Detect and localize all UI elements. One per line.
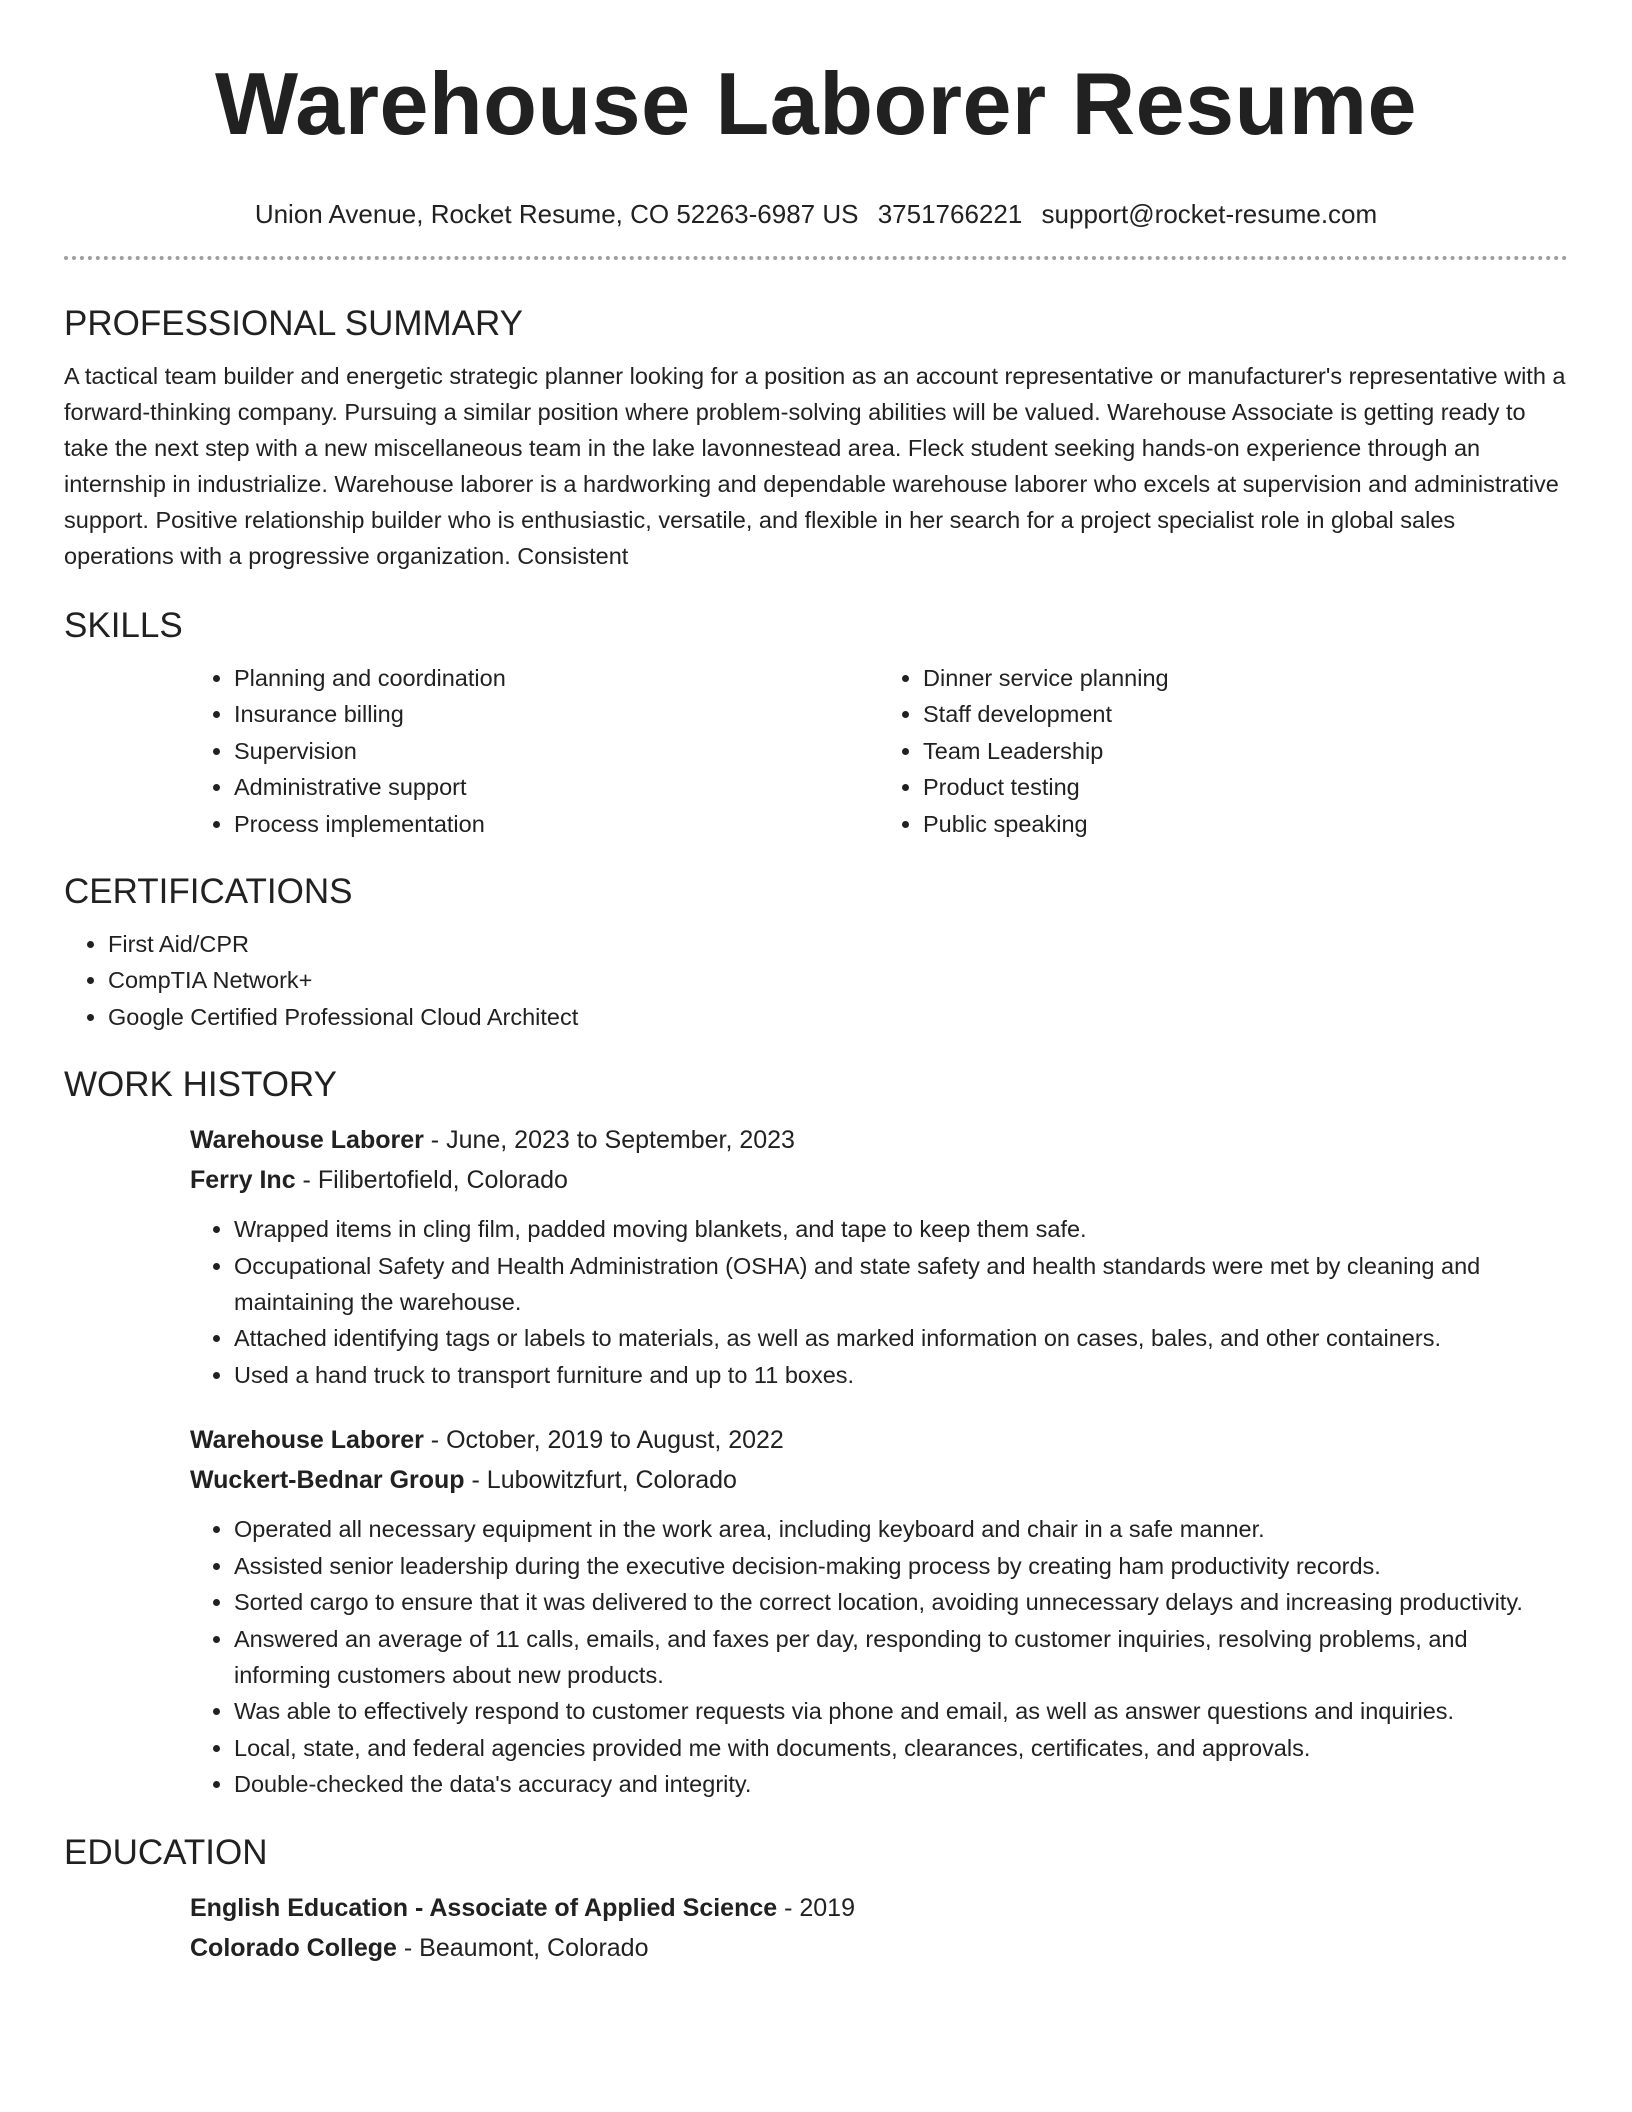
skills-column-right <box>879 660 1568 842</box>
job-entry <box>190 1121 1568 1393</box>
certification-item: • First Aid/CPR <box>108 926 1568 962</box>
skills-list <box>190 660 1568 842</box>
summary-text: A tactical team builder and energetic strategic planner looking for a position as an account representative or manufacturer's representative with a forward-thinking company. Pursuing a similar position where problem-solving abilities will be valued. Warehouse Associate is getting ready to take the next step with a new miscellaneous team in the lake lavonnestead area. Fleck student seeking hands-on experience through an internship in industrialize. Warehouse laborer is a hardworking and dependable warehouse laborer who excels at supervision and administrative support. Positive relationship builder who is enthusiastic, versatile, and flexible in her search for a project specialist role in global sales operations with a progressive organization. Consistent <box>64 363 1566 569</box>
skill-item: • Team Leadership <box>923 733 1568 769</box>
skill-item: • Public speaking <box>923 806 1568 842</box>
skill-item: • Staff development <box>923 696 1568 732</box>
skill-item: • Dinner service planning <box>923 660 1568 696</box>
job-company-line <box>190 1161 1568 1199</box>
certification-item: • CompTIA Network+ <box>108 962 1568 998</box>
skill-item: • Insurance billing <box>234 696 879 732</box>
job-bullets <box>190 1511 1568 1802</box>
section-title-summary: PROFESSIONAL SUMMARY <box>64 304 523 343</box>
section-title-skills: SKILLS <box>64 606 183 645</box>
resume-title: Warehouse Laborer Resume <box>215 54 1417 153</box>
skills-column-left <box>190 660 879 842</box>
job-location: - Filibertofield, Colorado <box>295 1166 568 1195</box>
job-bullet: • Assisted senior leadership during the executive decision-making process by creating ham productivity records. <box>234 1548 1568 1584</box>
section-title-education: EDUCATION <box>64 1832 268 1872</box>
job-bullet: • Attached identifying tags or labels to materials, as well as marked information on cases, bales, and other containers. <box>234 1320 1568 1356</box>
skill-item: • Planning and coordination <box>234 660 879 696</box>
job-bullet: • Wrapped items in cling film, padded moving blankets, and tape to keep them safe. <box>234 1211 1568 1247</box>
education-entry <box>190 1889 1568 1967</box>
skill-item: • Product testing <box>923 769 1568 805</box>
certification-item: • Google Certified Professional Cloud Architect <box>108 999 1568 1035</box>
job-bullet: • Used a hand truck to transport furniture and up to 11 boxes. <box>234 1357 1568 1393</box>
education-school: Colorado College <box>190 1933 397 1962</box>
job-company-line <box>190 1461 1568 1499</box>
job-title-line <box>190 1121 1568 1159</box>
job-company: Wuckert-Bednar Group <box>190 1466 465 1495</box>
skill-item: • Administrative support <box>234 769 879 805</box>
phone: 3751766221 <box>877 199 1023 229</box>
job-bullet: • Was able to effectively respond to customer requests via phone and email, as well as answer questions and inquiries. <box>234 1693 1568 1729</box>
job-dates: - June, 2023 to September, 2023 <box>423 1126 795 1155</box>
section-title-work-history: WORK HISTORY <box>64 1065 337 1105</box>
skill-item: • Process implementation <box>234 806 879 842</box>
email: support@rocket-resume.com <box>1041 199 1378 229</box>
job-company: Ferry Inc <box>190 1166 296 1195</box>
education-degree: English Education - Associate of Applied Science <box>190 1893 778 1922</box>
job-dates: - October, 2019 to August, 2022 <box>423 1426 784 1455</box>
certifications-list <box>64 926 1568 1035</box>
education-year: - 2019 <box>777 1893 855 1922</box>
job-bullet: • Occupational Safety and Health Administration (OSHA) and state safety and health standards were met by cleaning and maintaining the warehouse. <box>234 1248 1568 1321</box>
job-entry <box>190 1421 1568 1802</box>
education-degree-line <box>190 1889 1568 1927</box>
job-bullet: • Answered an average of 11 calls, emails, and faxes per day, responding to customer inquiries, resolving problems, and informing customers about new products. <box>234 1621 1568 1694</box>
job-bullet: • Sorted cargo to ensure that it was delivered to the correct location, avoiding unnecessary delays and increasing productivity. <box>234 1584 1568 1620</box>
contact-line <box>64 198 1568 230</box>
job-location: - Lubowitzfurt, Colorado <box>464 1466 737 1495</box>
header-divider <box>64 256 1568 260</box>
address: Union Avenue, Rocket Resume, CO 52263-6987 US <box>254 199 859 229</box>
job-bullet: • Double-checked the data's accuracy and integrity. <box>234 1766 1568 1802</box>
job-title-line <box>190 1421 1568 1459</box>
education-location: - Beaumont, Colorado <box>396 1933 649 1962</box>
section-title-certifications: CERTIFICATIONS <box>64 872 353 912</box>
job-bullet: • Operated all necessary equipment in the work area, including keyboard and chair in a safe manner. <box>234 1511 1568 1547</box>
job-bullets <box>190 1211 1568 1393</box>
job-bullet: • Local, state, and federal agencies provided me with documents, clearances, certificates, and approvals. <box>234 1730 1568 1766</box>
skill-item: • Supervision <box>234 733 879 769</box>
job-role: Warehouse Laborer <box>190 1426 424 1455</box>
education-school-line <box>190 1929 1568 1967</box>
job-role: Warehouse Laborer <box>190 1126 424 1155</box>
